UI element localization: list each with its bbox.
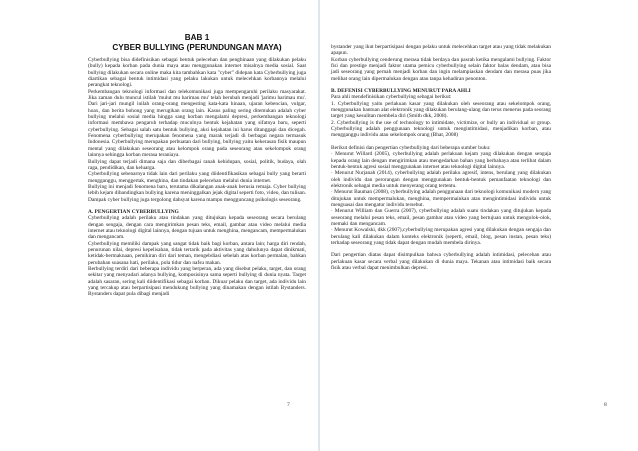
expert-definition: · Menurut Bauman (2008), cyberbullying adalah penggunaan dari teknologi komunikasi modern yang ditujukan untuk mempermalukan, menghina, mempermainkan atau mengintimidasi individu untuk menguasai dan mengatur individu tersebut.: [331, 189, 551, 208]
paragraph: Bullying dapat terjadi dimana saja dan diberbagai ranah kehidupan, sosial, politik, budaya, olah raga, pendidikan, dan keluarga.: [88, 158, 306, 171]
paragraph: Para ahli mendefinisikan cyberbullying sebagai berikut:: [331, 94, 452, 101]
paragraph: Cyberbullying adalah perilaku atau tindakan yang ditujukan kepada seseorang secara berulang dengan sengaja, dengan cara mengirimkan pesan teks, email, gambar atau video melalui media internet atau teknologi digital lainnya, dengan tujuan untuk menghina, mengancam, mempermalukan dan mengancam.: [88, 215, 306, 241]
conclusion-paragraph: Dari pengertian diatas dapat disimpulkan bahwa cyberbullying adalah intimidasi, pelecehan atau perlakuan kasar secara verbal yang dilakukan di dunia maya. Tekanan atau intimidasi baik secara fisik atau verbal dapat menimbulkan depresi.: [331, 252, 551, 271]
page-number: 8: [604, 402, 607, 408]
expert-definition: · Menurut William dan Guerra (2007), cyberbullying adalah suatu tindakan yang ditujukan kepada seseorang melalui pesan teks, email, pesan gambar atau video yang bertujuan untuk mengolok-olok, memaki dan mengancam.: [331, 208, 551, 227]
paragraph: Bullying ini menjadi fenomena baru, terutama dikalangan anak-anak berusia remaja. Cyber bullying lebih kejam dibandingkan bullying karena meninggalkan jejak digital seperti foto, video, dan tulisan. Dampak cyber bullying juga tergolong dahsyat karena mampu mengguncang psikologis seseorang.: [88, 183, 306, 203]
paragraph: bystander yang ikut berpartisipasi dengan pelaku untuk melecehkan target atau yang tidak melakukan apapun.: [331, 44, 551, 57]
expert-definition: · Menurut Kowalski, dkk (2007),cyberbullying merupakan agresi yang dilakukan dengan sengaja dan berulang kali dilakukan dalam konteks elektronik (seperti, email, blog, pesan instan, pesan teks) terhadap seseorang yang tidak dapat dengan mudah membela dirinya.: [331, 227, 551, 246]
section-heading: A. PENGERTIAN CYBERBULLYING: [88, 208, 179, 215]
section-heading: B. DEFENISI CYBERBULLYING MENURUT PARA AHLI: [331, 88, 471, 95]
paragraph: Korban cyberbullying cenderung merasa tidak berdaya dan pasrah ketika mengalami bullying. Faktor fisi dan prestige menjadi faktor utama pemicu cyberbullying selain faktor balas dendam, atau bisa jadi seseorang yang pernah menjadi korban dan ingin melampiaskan dendam dan merasa puas jika melihat orang lain dipermalukan dengan atau tanpa kehadiran penonton.: [331, 56, 551, 82]
expert-definition: · Menurut Nurjanah (2014), cyberbullying adalah perilaku agresif, intens, berulang yang dilakukan oleh individu dan perorangan dengan menggunakan bentuk-bentuk pemanfaatan teknologi dan elektronik sebagai media untuk menyerang orang tertentu.: [331, 170, 551, 189]
paragraph: 2. Cyberbullying is the use of technology to intimidate, victimize, or bully an individual or group. Cyberbullying adalah penggunaan teknologi untuk mengintimidasi, menjadikan korban, atau mengganggu individu atau sekelompok orang (Bhat, 2008): [331, 119, 551, 139]
paragraph: 1. Cyberbullying yaitu perlakuan kasar yang dilakukan oleh seseorang atau sekelompok orang, menggunakan bantuan alat elektronik yang dilakukan berulang-ulang dan terus menerus pada seorang target yang kesulitan membela diri (Smith dkk, 2008).: [331, 100, 551, 120]
paragraph: Berbullying terdiri dari beberapa individu yang berperan, ada yang disebut pelaku, target, dan orang sekitar yang menyadari adanya bullying, komposisinya sama seperti bullying di dunia nyata. Target adalah sasaran, sering kali diidentifikasi sebagai korban. Dikuar pelaku dan target, ada individu lain yang tercakup atau berpartisipasi mendukung bullying yang dinamakan dengan istilah Bystanders. Bystanders dapat pula dibagi menjadi: [88, 266, 306, 298]
expert-definition: · Menurut Willard (2005), cyberbullying adalah perlakuan kejam yang dilakukan dengan sengaja kepada orang lain dengan mengirimkan atau mengedarkan bahan yang berbahaya atau terlibat dalam bentuk-bentuk agresi sosial menggunakan internet atau teknologi digital lainnya.: [331, 151, 551, 170]
right-page-text: [331, 44, 551, 271]
paragraph: Cyberbullying memiliki dampak yang sangat tidak baik bagi korban, antara lain; harga diri rendah, penurunan nilai, depresi kepelisahan, tidak tertarik pada aktivitas yang dahulunya dapat dinikmati, ketidak-bermaknaan, pemikiran diri dari teman, mengebdiasi sebelah atas korban permalan, bahkan perubahan suasana hati, perilaku, pola tidur dan nafsu makan.: [88, 240, 306, 266]
chapter-label: BAB 1: [184, 33, 210, 42]
chapter-title: CYBER BULLYING (PERUNDUNGAN MAYA): [112, 43, 282, 52]
paragraph: Cyberbullying bisa didefinisikan sebagai bentuk pelecehan dan penghinaan yang dilakukan pelaku (bully) kepada korban pada dunia maya atau menggunakan internet misalnya media sosial. Saat bullying dilakukan secara online maka kita tambahkan kata "cyber" didepan kata Cyberbullying juga diartikan sebagai bentuk intimidasi yang pelaku lakukan untuk melecehkan korbannya melalui perangkat teknologi.: [88, 57, 306, 89]
paragraph: Perkembangan teknologi informasi dan telekomunikasi juga mempengaruhi perilaku masyarakat. Jika zaman dulu muncul istilah 'mulut mu harimau mu' telah berubah menjadi 'jarimu harimau mu'. Dari jari-jari mungil inilah orang-orang mengesting kata-kata hinaan, ujaran kebencian, vulgar, hoax, dan berita bohong yang merugikan orang lain. Kasus paling sering ditemukan adalah cyber bullying melalui sosial media hingga sang korban mengalami depresi, perkembangan teknologi informasi membawa pengaruh terhadap muculnya bentuk kejahatan yang sifatnya baru, seperti cyberbullying. Sebagai salah satu bentuk bullying, aksi kejahatan ini harus ditanggapi dan dicegah. Fenomena cyberbullying merupakan fenomena yang marak terjadi di berbagai negara termasuk Indonesia. Cyberbullying merupakan perbuatan dari bullying, bullying yaitu kekerasan fisik maupun mental yang dilakukan seseorang atau kelompok orang pada seseorang atau sekelompok orang lainnya sehingga korban merasa teraniaya.: [88, 88, 306, 159]
left-page-text: [88, 33, 306, 298]
paragraph: Berikut definisi dan pengertian cyberbullying dari beberapa sumber buku:: [331, 144, 491, 151]
paragraph: Cyberbullying sebenarnya tidak lain dari perilaku yang diidentifikasikan sebagai bully yang berarti mengganggu, menggertak, menghina, dan tindakan pelecehan melalui dunia internet.: [88, 171, 306, 184]
page-number: 7: [287, 402, 290, 408]
